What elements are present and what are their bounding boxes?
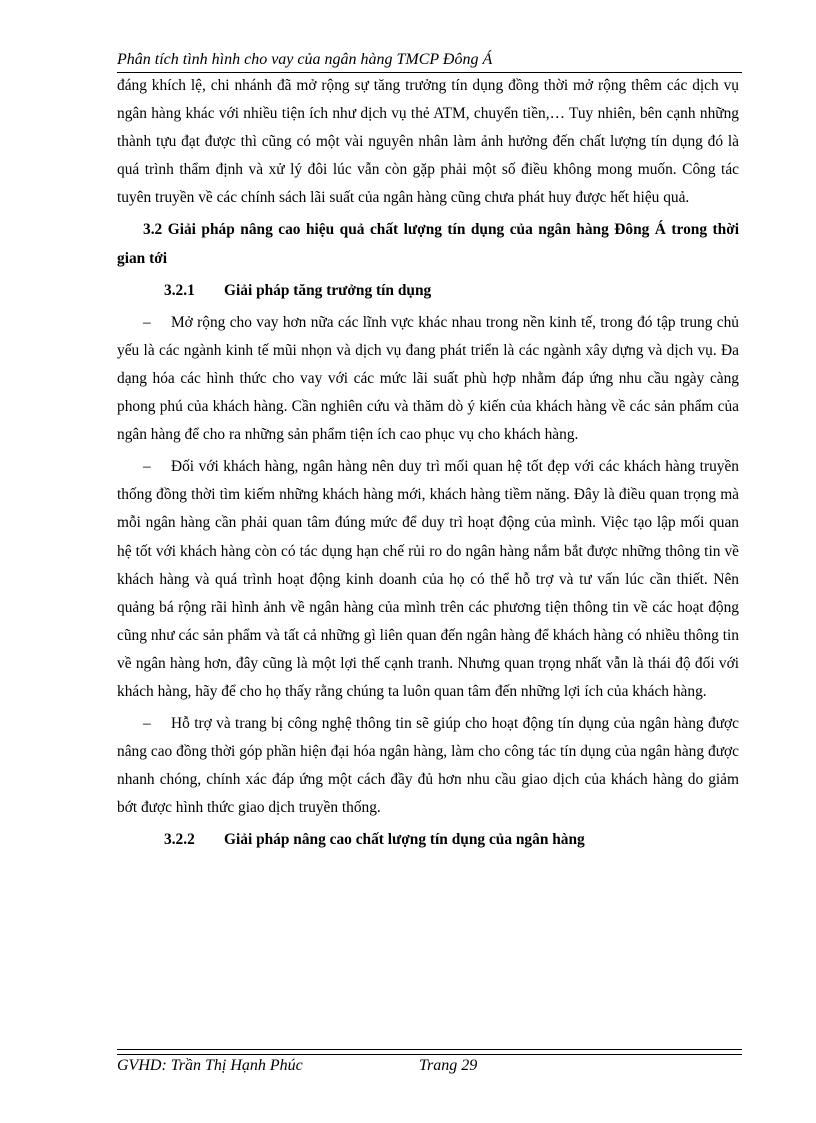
page-header (117, 50, 742, 73)
intro-paragraph: đáng khích lệ, chi nhánh đã mở rộng sự tăng trưởng tín dụng đồng thời mở rộng thêm các dịch vụ ngân hàng khác với nhiều tiện ích như dịch vụ thẻ ATM, chuyển tiền,… Tuy nhiên, bên cạnh những thành tựu đạt được thì cũng có một vài nguyên nhân làm ảnh hưởng đến chất lượng tín dụng đó là quá trình thẩm định và xử lý đôi lúc vẫn còn gặp phải một số điều không mong muốn. Công tác tuyên truyền về các chính sách lãi suất của ngân hàng cũng chưa phát huy được hết hiệu quả. (117, 77, 739, 207)
dash-marker: – (143, 458, 151, 476)
subsection-number: 3.2.1 (164, 281, 195, 299)
section-heading: 3.2 Giải pháp nâng cao hiệu quả chất lượng tín dụng của ngân hàng Đông Á trong thời gian tới (117, 221, 739, 267)
footer-divider (117, 1049, 742, 1055)
footer-page-number: Trang 29 (419, 1057, 478, 1074)
bullet-text: Đối với khách hàng, ngân hàng nên duy trì mối quan hệ tốt đẹp với các khách hàng truyền thống đồng thời tìm kiếm những khách hàng mới, khách hàng tiềm năng. Đây là điều quan trọng mà mỗi ngân hàng cần phải quan tâm đúng mức để duy trì hoạt động của mình. Việc tạo lập mối quan hệ tốt với khách hàng còn có tác dụng hạn chế rủi ro do ngân hàng nắm bắt được những thông tin về khách hàng và quá trình hoạt động kinh doanh của họ có thể hỗ trợ và tư vấn lúc cần thiết. Nên quảng bá rộng rãi hình ảnh về ngân hàng của mình trên các phương tiện thông tin về các hoạt động cũng như các sản phẩm và tất cả những gì liên quan đến ngân hàng để khách hàng có nhiều thông tin về ngân hàng hơn, đây cũng là một lợi thế cạnh tranh. Nhưng quan trọng nhất vẫn là thái độ đối với khách hàng, hãy để cho họ thấy rằng chúng ta luôn quan tâm đến những lợi ích của khách hàng. (117, 458, 739, 700)
header-title: Phân tích tình hình cho vay của ngân hàng TMCP Đông Á (117, 51, 493, 68)
subsection-heading-2 (117, 826, 739, 854)
bullet-paragraph-1 (117, 309, 739, 449)
subsection-title: Giải pháp tăng trưởng tín dụng (224, 281, 432, 299)
dash-marker: – (143, 313, 151, 331)
dash-marker: – (143, 715, 151, 733)
document-body (117, 72, 739, 855)
bullet-text: Mở rộng cho vay hơn nữa các lĩnh vực khác nhau trong nền kinh tế, trong đó tập trung chủ yếu là các ngành kinh tế mũi nhọn và dịch vụ đang phát triển là các ngành xây dựng và dịch vụ. Đa dạng hóa các hình thức cho vay với các mức lãi suất phù hợp nhằm đáp ứng nhu cầu ngày càng phong phú của khách hàng. Cần nghiên cứu và thăm dò ý kiến của khách hàng về các sản phẩm của ngân hàng để cho ra những sản phẩm tiện ích cao phục vụ cho khách hàng. (117, 313, 739, 444)
footer-supervisor: GVHD: Trần Thị Hạnh Phúc (117, 1057, 303, 1074)
bullet-text: Hỗ trợ và trang bị công nghệ thông tin sẽ giúp cho hoạt động tín dụng của ngân hàng được nâng cao đồng thời góp phần hiện đại hóa ngân hàng, làm cho công tác tín dụng của ngân hàng được nhanh chóng, chính xác đáp ứng một cách đầy đủ hơn nhu cầu giao dịch của khách hàng do giảm bớt được hình thức giao dịch truyền thống. (117, 715, 739, 817)
subsection-number: 3.2.2 (164, 831, 195, 849)
bullet-paragraph-3 (117, 710, 739, 822)
subsection-title: Giải pháp nâng cao chất lượng tín dụng của ngân hàng (224, 831, 585, 849)
subsection-heading-1 (117, 277, 739, 305)
bullet-paragraph-2 (117, 453, 739, 706)
